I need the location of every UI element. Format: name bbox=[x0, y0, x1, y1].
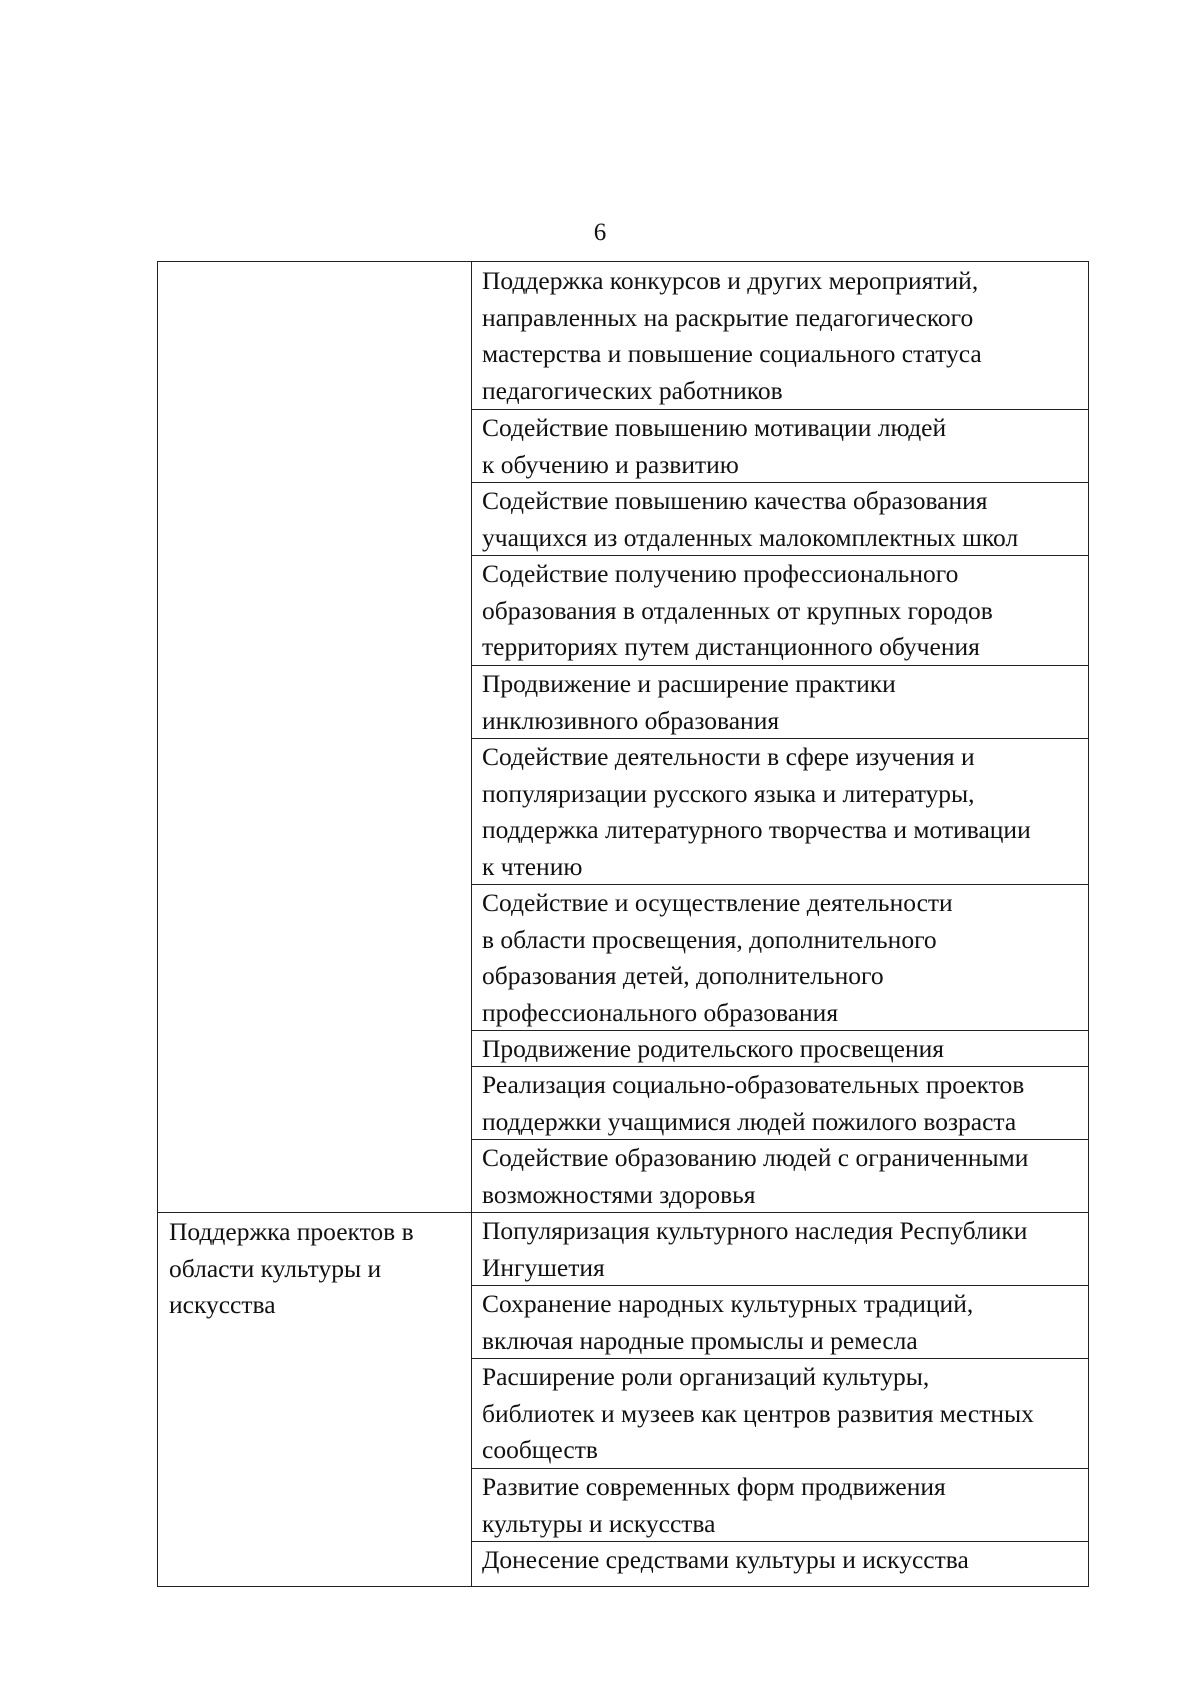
right-cell-3: Содействие повышению качества образования учащихся из отдаленных малокомплектных школ bbox=[482, 486, 1019, 552]
right-cell-1: Поддержка конкурсов и других мероприятий, направленных на раскрытие педагогического мастерства и повышение социального статуса педагогических работников bbox=[482, 266, 982, 405]
right-cell-11: Популяризация культурного наследия Республики Ингушетия bbox=[482, 1216, 1028, 1282]
activities-table bbox=[157, 261, 1089, 1587]
right-cell-6: Содействие деятельности в сфере изучения и популяризации русского языка и литературы, поддержка литературного творчества и мотивации к чтению bbox=[482, 742, 1031, 881]
right-cell-5: Продвижение и расширение практики инклюзивного образования bbox=[482, 669, 896, 735]
right-cell-4: Содействие получению профессионального образования в отдаленных от крупных городов территориях путем дистанционного обучения bbox=[482, 559, 993, 661]
right-cell-14: Развитие современных форм продвижения культуры и искусства bbox=[482, 1472, 946, 1538]
page-number: 6 bbox=[593, 219, 607, 246]
right-cell-10: Содействие образованию людей с ограниченными возможностями здоровья bbox=[482, 1143, 1029, 1209]
right-cell-8: Продвижение родительского просвещения bbox=[482, 1034, 945, 1063]
right-cell-13: Расширение роли организаций культуры, библиотек и музеев как центров развития местных сообществ bbox=[482, 1362, 1034, 1464]
column-divider bbox=[471, 262, 472, 1586]
left-cell-culture: Поддержка проектов в области культуры и искусства bbox=[169, 1217, 414, 1319]
right-cell-7: Содействие и осуществление деятельности в области просвещения, дополнительного образования детей, дополнительного профессионального образования bbox=[482, 888, 953, 1027]
right-cell-12: Сохранение народных культурных традиций, включая народные промыслы и ремесла bbox=[482, 1289, 974, 1355]
right-cell-15: Донесение средствами культуры и искусства bbox=[482, 1545, 969, 1574]
right-cell-9: Реализация социально-образовательных проектов поддержки учащимися людей пожилого возраста bbox=[482, 1070, 1025, 1136]
right-cell-2: Содействие повышению мотивации людей к обучению и развитию bbox=[482, 413, 947, 479]
